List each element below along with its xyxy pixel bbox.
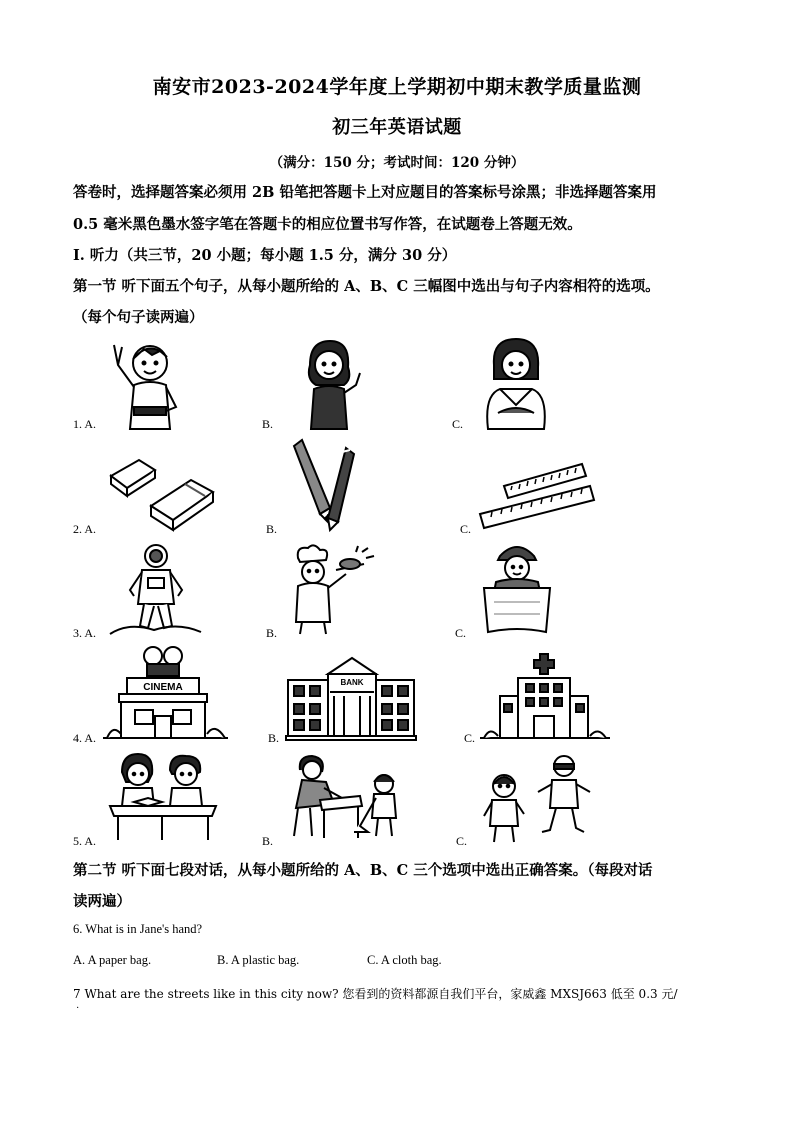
question-6-option-b: B. A plastic bag.	[217, 953, 300, 967]
question-7: 7 What are the streets like in this city now? 您看到的资料都源自我们平台，家威鑫 MXSJ663 低至 0.3 元/	[73, 987, 678, 1001]
students-reading-icon	[108, 752, 218, 842]
pencils-icon	[290, 438, 360, 530]
exam-subject-title: 初三年英语试题	[332, 117, 462, 138]
option-label: 4. A.	[73, 731, 97, 745]
option-label: C.	[460, 522, 472, 536]
hospital-icon	[480, 650, 610, 742]
girl-pointing-icon	[292, 335, 367, 430]
part1-instructions: 第一节 听下面五个句子，从每小题所给的 A、B、C 三幅图中选出与句子内容相符的选项。	[73, 278, 660, 295]
part1-instructions-2: （每个句子读两遍）	[73, 309, 204, 326]
part2-instructions: 第二节 听下面七段对话，从每小题所给的 A、B、C 三个选项中选出正确答案。（每段对话	[73, 862, 653, 879]
option-label: C.	[464, 731, 476, 745]
option-label: 5. A.	[73, 834, 97, 848]
kids-cleaning-icon	[280, 752, 410, 842]
cinema-sign: CINEMA	[143, 682, 183, 693]
kids-playing-icon	[480, 752, 600, 844]
boy-waving-icon	[100, 335, 200, 430]
rulers-icon	[478, 456, 598, 531]
option-label: B.	[268, 731, 280, 745]
woman-icon	[474, 335, 559, 430]
bank-icon	[286, 652, 416, 740]
question-6-option-c: C. A cloth bag.	[367, 953, 442, 967]
option-label: B.	[266, 626, 278, 640]
option-label: 2. A.	[73, 522, 97, 536]
page-title: 南安市2023-2024学年度上学期初中期末教学质量监测	[152, 76, 642, 98]
section-heading: I. 听力（共三节，20 小题；每小题 1.5 分，满分 30 分）	[73, 247, 457, 264]
option-label: B.	[262, 417, 274, 431]
cinema-icon	[103, 642, 228, 740]
erasers-icon	[105, 452, 220, 532]
exam-meta: （满分：150 分；考试时间：120 分钟）	[269, 155, 525, 171]
option-label: 3. A.	[73, 626, 97, 640]
part2-instructions-2: 读两遍）	[73, 893, 131, 910]
engineer-icon	[480, 540, 555, 634]
option-label: B.	[266, 522, 278, 536]
astronaut-icon	[108, 542, 203, 638]
instructions-line-2: 0.5 毫米黑色墨水签字笔在答题卡的相应位置书写作答，在试题卷上答题无效。	[73, 216, 582, 233]
question-6: 6. What is in Jane's hand?	[73, 922, 203, 936]
chef-icon	[284, 544, 379, 636]
bank-sign: BANK	[340, 678, 364, 687]
question-6-option-a: A. A paper bag.	[73, 953, 152, 967]
option-label: C.	[456, 834, 468, 848]
option-label: C.	[455, 626, 467, 640]
question-7-continuation: ·	[76, 1003, 80, 1014]
option-label: C.	[452, 417, 464, 431]
option-label: 1. A.	[73, 417, 97, 431]
instructions-line-1: 答卷时，选择题答案必须用 2B 铅笔把答题卡上对应题目的答案标号涂黑；非选择题答案用	[73, 184, 657, 201]
option-label: B.	[262, 834, 274, 848]
